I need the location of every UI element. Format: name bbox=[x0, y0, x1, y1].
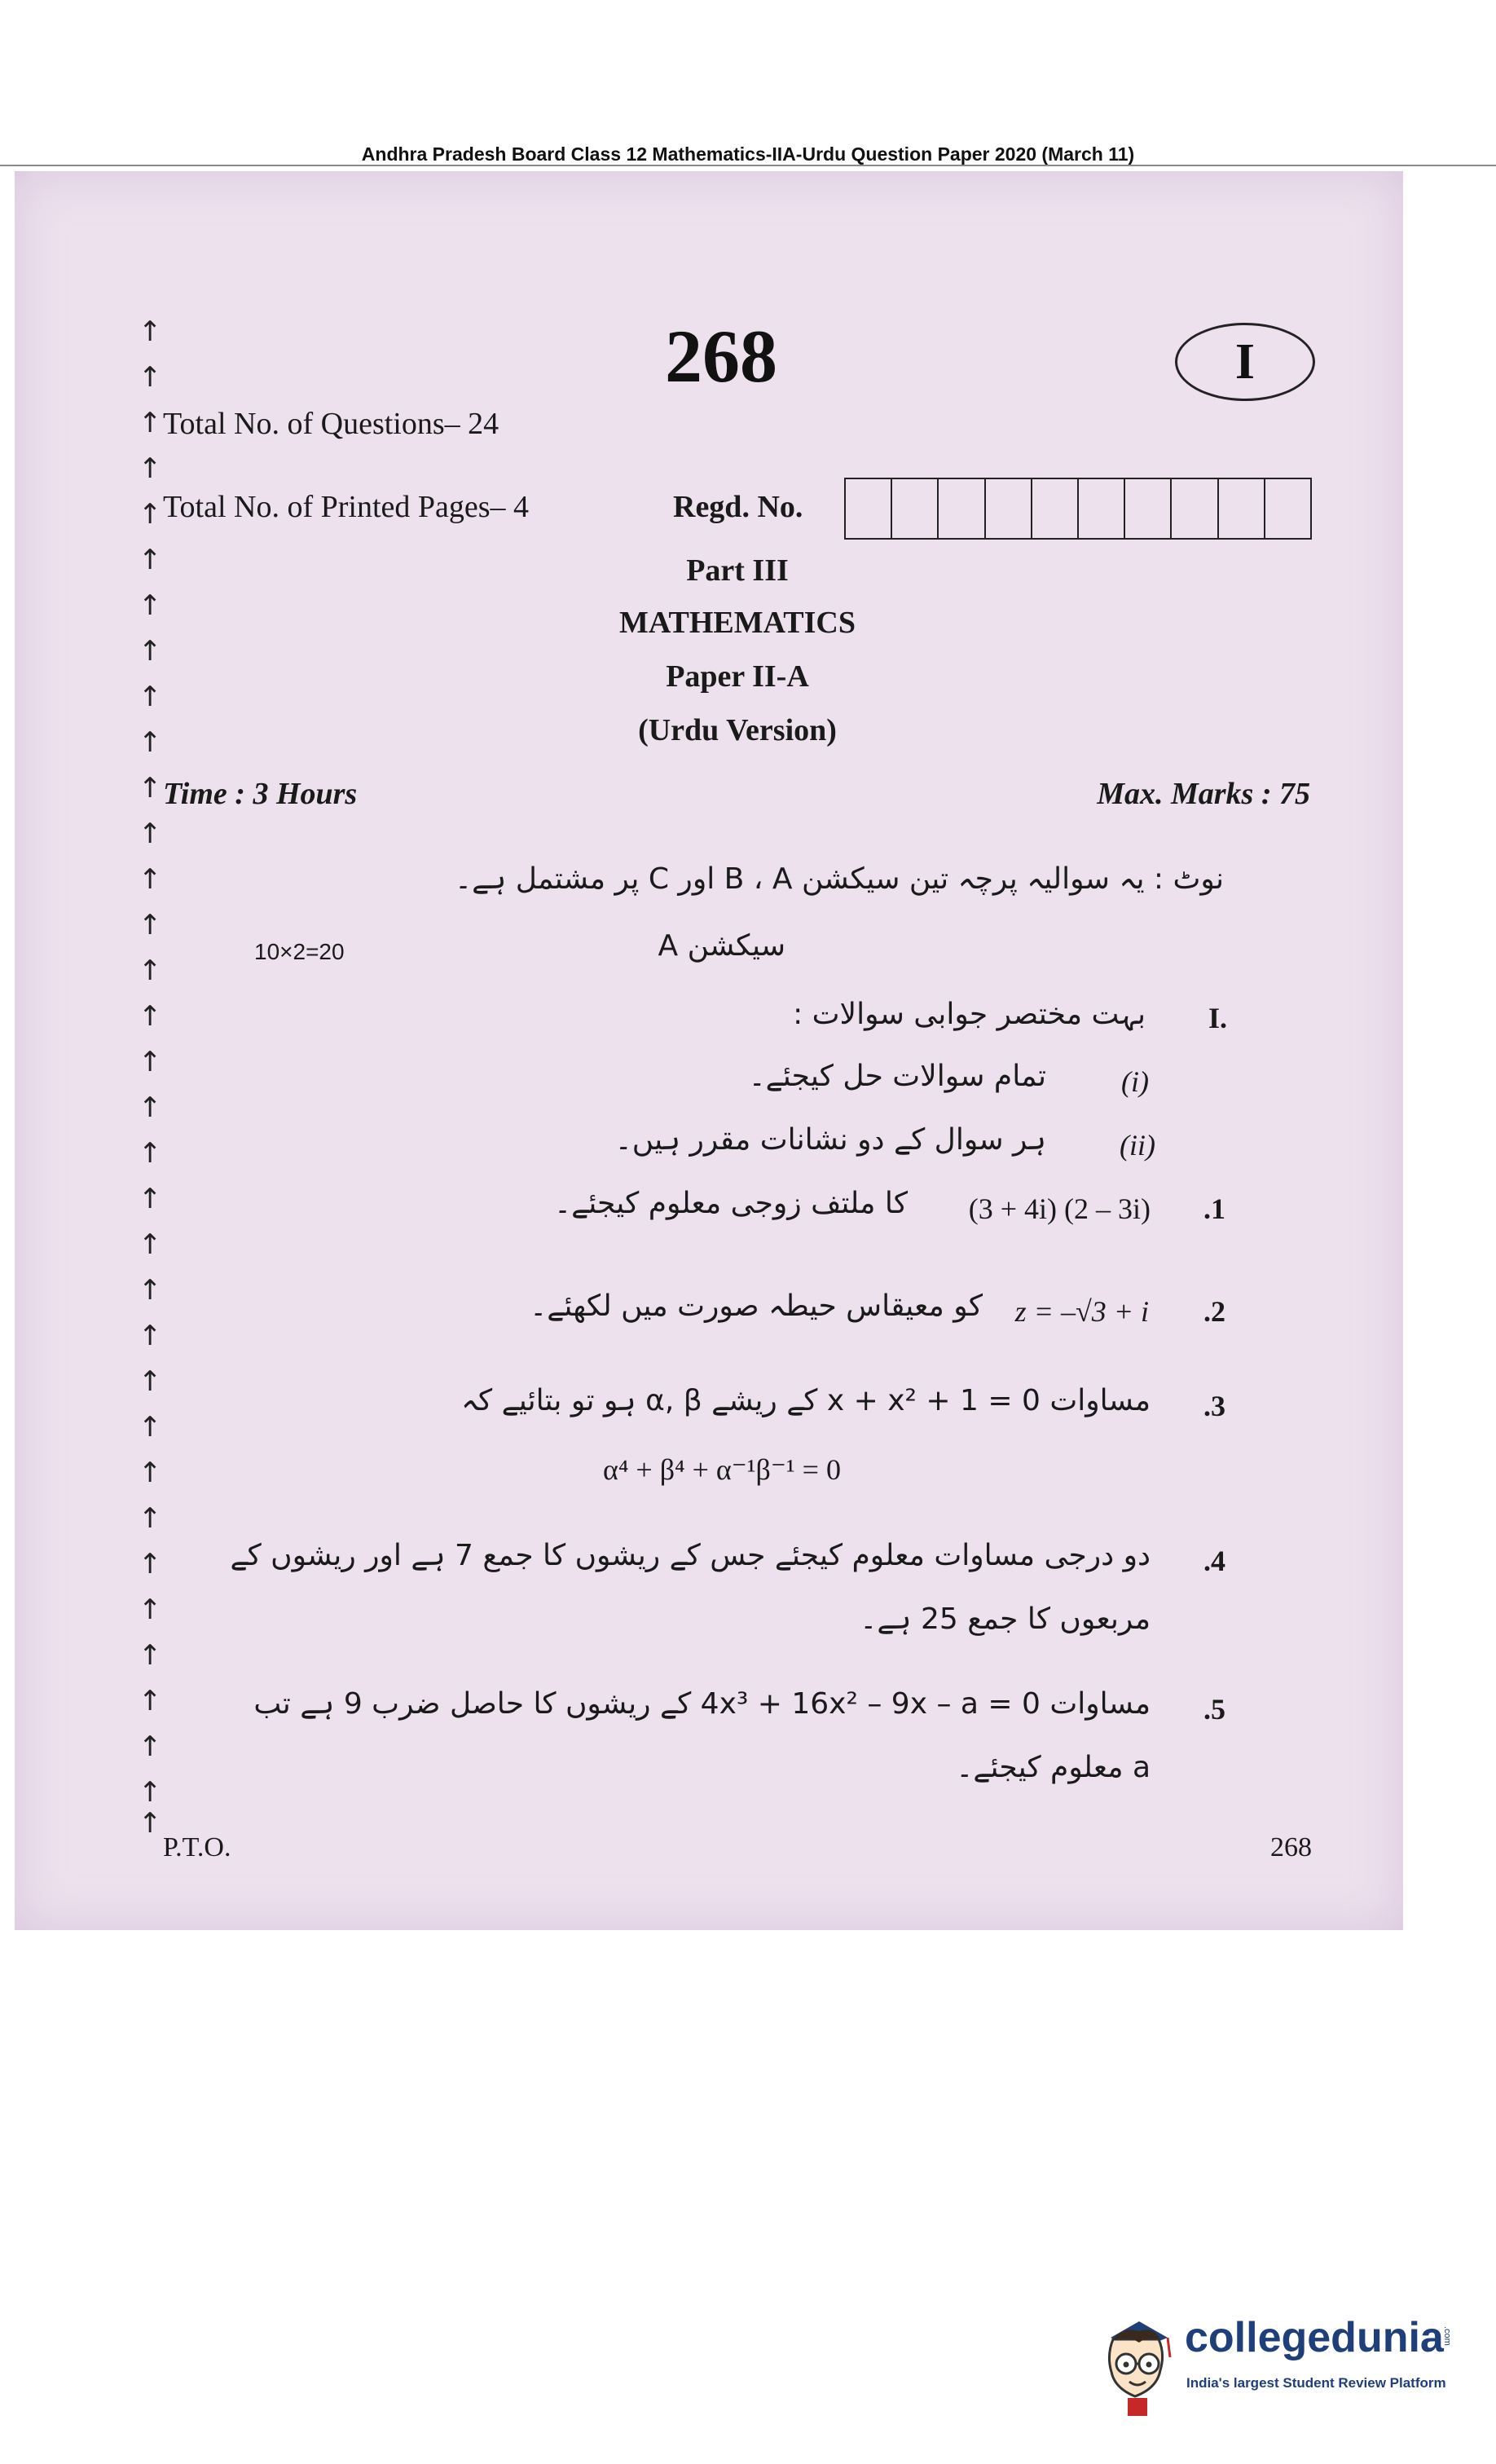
arrow-icon: ↑ bbox=[139, 452, 162, 485]
page-code: 268 bbox=[1270, 1832, 1312, 1862]
question-number: .1 bbox=[1203, 1192, 1225, 1225]
question-text: مساوات 4x³ + 16x² – 9x – a = 0 کے ریشوں کا حاصل ضرب 9 ہے تب bbox=[253, 1687, 1151, 1721]
instruction-number: (i) bbox=[1121, 1065, 1149, 1098]
regd-box bbox=[939, 479, 985, 538]
arrow-icon: ↑ bbox=[139, 1685, 162, 1717]
question-text: مساوات 0 = 1 + x + x² کے ریشے α, β ہو تو بتائیے کہ bbox=[460, 1384, 1151, 1417]
arrow-icon: ↑ bbox=[139, 498, 162, 531]
question-text-continued: a معلوم کیجئے۔ bbox=[956, 1751, 1151, 1784]
instruction-text: ہر سوال کے دو نشانات مقرر ہیں۔ bbox=[614, 1123, 1046, 1157]
arrow-icon: ↑ bbox=[139, 1091, 162, 1124]
brand-name: collegedunia bbox=[1185, 2314, 1444, 2361]
regd-number-boxes bbox=[844, 478, 1312, 540]
regd-box bbox=[1125, 479, 1172, 538]
regd-box bbox=[1265, 479, 1310, 538]
regd-box bbox=[846, 479, 892, 538]
arrow-icon: ↑ bbox=[139, 1137, 162, 1170]
regd-box bbox=[892, 479, 939, 538]
regd-box bbox=[1219, 479, 1265, 538]
paper-name: Paper II-A bbox=[666, 659, 809, 694]
question-math: z = –√3 + i bbox=[1014, 1295, 1149, 1328]
arrow-icon: ↑ bbox=[139, 1365, 162, 1398]
set-badge: I bbox=[1175, 323, 1315, 401]
arrow-icon: ↑ bbox=[139, 361, 162, 394]
brand-tagline: India's largest Student Review Platform bbox=[1186, 2375, 1446, 2391]
arrow-icon: ↑ bbox=[139, 1228, 162, 1261]
pto-label: P.T.O. bbox=[163, 1832, 231, 1862]
arrow-icon: ↑ bbox=[139, 954, 162, 987]
total-pages: Total No. of Printed Pages– 4 bbox=[163, 490, 530, 524]
regd-box bbox=[1032, 479, 1079, 538]
section-marks: 10×2=20 bbox=[254, 939, 345, 964]
arrow-icon: ↑ bbox=[139, 1639, 162, 1672]
collegedunia-logo bbox=[1090, 2307, 1473, 2429]
question-text: دو درجی مساوات معلوم کیجئے جس کے ریشوں کا جمع 7 ہے اور ریشوں کے bbox=[230, 1539, 1151, 1572]
arrow-icon: ↑ bbox=[139, 315, 162, 348]
arrow-icon: ↑ bbox=[139, 1502, 162, 1535]
arrow-icon: ↑ bbox=[139, 407, 162, 439]
arrow-icon: ↑ bbox=[139, 1411, 162, 1444]
arrow-icon: ↑ bbox=[139, 1046, 162, 1078]
arrow-icon: ↑ bbox=[139, 1183, 162, 1215]
total-questions: Total No. of Questions– 24 bbox=[163, 407, 499, 441]
instruction-number: (ii) bbox=[1120, 1129, 1155, 1161]
regd-label: Regd. No. bbox=[673, 490, 803, 524]
instructions-heading: بہت مختصر جوابی سوالات : bbox=[793, 998, 1146, 1031]
arrow-icon: ↑ bbox=[139, 1776, 162, 1809]
max-marks: Max. Marks : 75 bbox=[1097, 777, 1310, 811]
arrow-icon: ↑ bbox=[139, 544, 162, 576]
arrow-icon: ↑ bbox=[139, 1548, 162, 1580]
paper-code: 268 bbox=[665, 315, 777, 398]
question-number: .3 bbox=[1203, 1390, 1225, 1422]
section-title: سیکشن A bbox=[658, 929, 785, 963]
question-text: کا ملتف زوجی معلوم کیجئے۔ bbox=[554, 1187, 908, 1220]
note-text: نوٹ : یہ سوالیہ پرچہ تین سیکشن B ، A اور C پر مشتمل ہے۔ bbox=[455, 862, 1224, 896]
arrow-icon: ↑ bbox=[139, 635, 162, 668]
arrow-icon: ↑ bbox=[139, 863, 162, 896]
arrow-icon: ↑ bbox=[139, 1730, 162, 1763]
arrow-icon: ↑ bbox=[139, 1457, 162, 1489]
question-text: کو معیقاس حیطہ صورت میں لکھئے۔ bbox=[530, 1289, 983, 1323]
arrow-icon: ↑ bbox=[139, 1274, 162, 1307]
brand-suffix: .com bbox=[1442, 2326, 1452, 2346]
header-rule bbox=[0, 165, 1496, 166]
arrow-icon: ↑ bbox=[139, 1593, 162, 1626]
arrow-icon: ↑ bbox=[139, 1000, 162, 1033]
question-number: .5 bbox=[1203, 1693, 1225, 1726]
arrow-icon: ↑ bbox=[139, 681, 162, 713]
arrow-icon: ↑ bbox=[139, 1320, 162, 1352]
time-allowed: Time : 3 Hours bbox=[163, 777, 358, 811]
question-math: (3 + 4i) (2 – 3i) bbox=[968, 1192, 1151, 1225]
arrow-icon: ↑ bbox=[139, 772, 162, 804]
paper-version: (Urdu Version) bbox=[638, 713, 837, 747]
arrow-icon: ↑ bbox=[139, 726, 162, 759]
regd-box bbox=[1172, 479, 1218, 538]
regd-box bbox=[986, 479, 1032, 538]
document-header-title: Andhra Pradesh Board Class 12 Mathematics-IIA-Urdu Question Paper 2020 (March 11) bbox=[361, 143, 1135, 165]
question-number: .4 bbox=[1203, 1545, 1225, 1577]
arrow-icon: ↑ bbox=[139, 589, 162, 622]
question-text-continued: مربعوں کا جمع 25 ہے۔ bbox=[860, 1602, 1151, 1636]
arrow-icon: ↑ bbox=[139, 818, 162, 850]
part-label: Part III bbox=[686, 553, 789, 588]
subject-title: MATHEMATICS bbox=[619, 606, 856, 640]
mascot-icon bbox=[1090, 2307, 1180, 2421]
arrow-icon: ↑ bbox=[139, 909, 162, 941]
instruction-text: تمام سوالات حل کیجئے۔ bbox=[748, 1060, 1046, 1093]
question-math: α⁴ + β⁴ + α⁻¹β⁻¹ = 0 bbox=[603, 1453, 841, 1486]
regd-box bbox=[1079, 479, 1125, 538]
instructions-number: I. bbox=[1208, 1002, 1227, 1034]
question-number: .2 bbox=[1203, 1295, 1225, 1328]
arrow-icon: ↑ bbox=[139, 1807, 162, 1840]
